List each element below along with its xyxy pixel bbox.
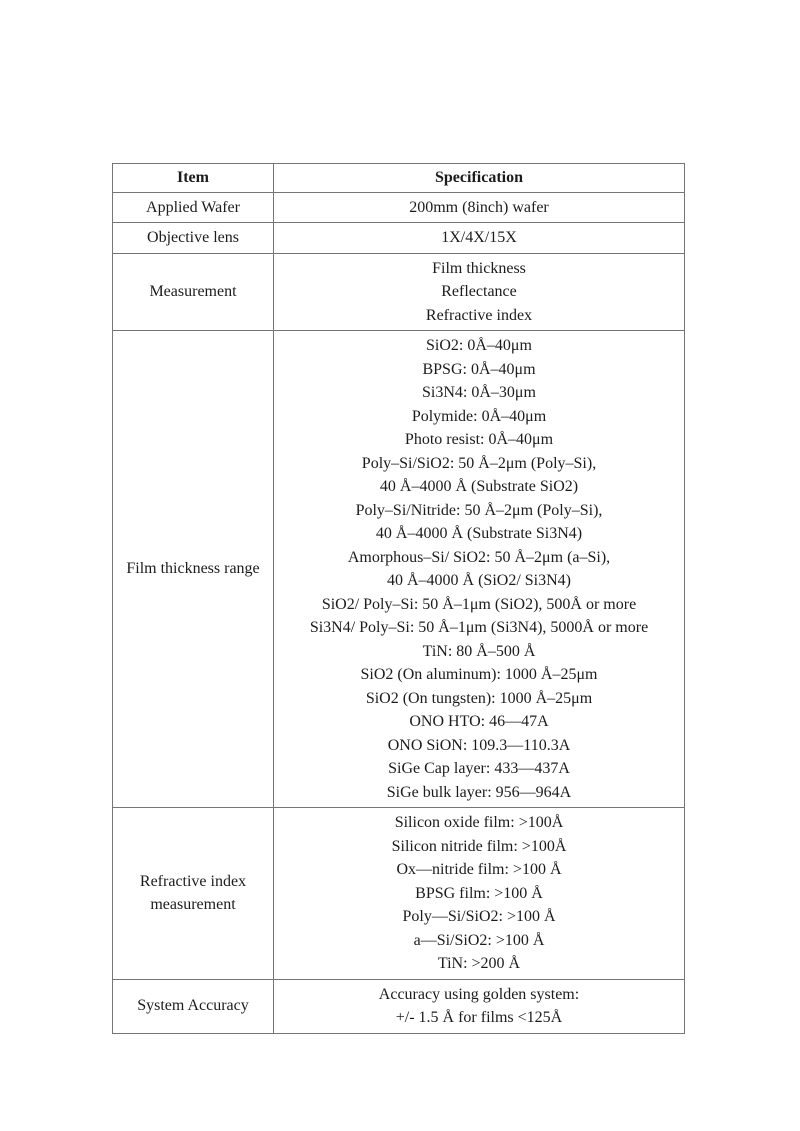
- spec-line: TiN: 80 Å–500 Å: [422, 642, 536, 660]
- spec-line: Accuracy using golden system:: [378, 985, 580, 1003]
- spec-line: 40 Å–4000 Å (Substrate SiO2): [379, 478, 579, 495]
- spec-line: Amorphous–Si/ SiO2: 50 Å–2μm (a–Si),: [347, 548, 611, 566]
- item-cell: Refractive index measurement: [113, 808, 274, 980]
- spec-line: TiN: >200 Å: [437, 955, 521, 972]
- spec-line: Si3N4: 0Å–30μm: [422, 384, 536, 401]
- spec-line: SiGe Cap layer: 433—437A: [388, 760, 570, 777]
- spec-cell: [274, 808, 685, 980]
- spec-line: 40 Å–4000 Å (SiO2/ Si3N4): [386, 572, 571, 589]
- spec-cell: [274, 979, 685, 1033]
- spec-line: SiO2 (On tungsten): 1000 Å–25μm: [365, 689, 593, 707]
- spec-line: 200mm (8inch) wafer: [409, 198, 549, 216]
- spec-line: SiO2 (On aluminum): 1000 Å–25μm: [360, 666, 598, 683]
- spec-line: Poly—Si/SiO2: >100 Å: [402, 908, 556, 925]
- table-row: [113, 253, 685, 331]
- spec-line: BPSG: 0Å–40μm: [422, 360, 536, 378]
- spec-line: SiO2/ Poly–Si: 50 Å–1μm (SiO2), 500Å or more: [321, 595, 637, 613]
- spec-line: +/- 1.5 Å for films <125Å: [395, 1009, 563, 1026]
- item-cell: Film thickness range: [113, 331, 274, 808]
- spec-line: Reflectance: [441, 283, 517, 300]
- spec-line: Silicon nitride film: >100Å: [391, 837, 567, 855]
- specification-table: [112, 163, 685, 1034]
- spec-line: Polymide: 0Å–40μm: [411, 407, 547, 425]
- spec-line: Ox—nitride film: >100 Å: [396, 861, 562, 878]
- table-row: [113, 192, 685, 223]
- table-row: [113, 223, 685, 254]
- item-cell: Measurement: [113, 253, 274, 331]
- spec-line: ONO HTO: 46—47A: [409, 713, 549, 730]
- header-row: [113, 164, 685, 193]
- spec-line: 1X/4X/15X: [441, 229, 517, 246]
- spec-line: ONO SiON: 109.3—110.3A: [387, 736, 571, 754]
- table-row: [113, 808, 685, 980]
- table-body: [113, 192, 685, 1033]
- spec-cell: [274, 223, 685, 254]
- spec-line: Photo resist: 0Å–40μm: [404, 431, 554, 448]
- spec-line: Poly–Si/SiO2: 50 Å–2μm (Poly–Si),: [361, 454, 597, 472]
- table-row: [113, 331, 685, 808]
- spec-line: Si3N4/ Poly–Si: 50 Å–1μm (Si3N4), 5000Å or more: [309, 619, 649, 636]
- item-cell: System Accuracy: [113, 979, 274, 1033]
- item-cell: Applied Wafer: [113, 192, 274, 223]
- item-cell: Objective lens: [113, 223, 274, 254]
- spec-line: BPSG film: >100 Å: [415, 884, 543, 902]
- header-specification: Specification: [274, 164, 685, 193]
- spec-line: Refractive index: [425, 306, 533, 324]
- spec-cell: [274, 253, 685, 331]
- spec-cell: [274, 331, 685, 808]
- spec-line: Silicon oxide film: >100Å: [394, 814, 564, 831]
- spec-line: a—Si/SiO2: >100 Å: [413, 931, 545, 949]
- spec-line: 40 Å–4000 Å (Substrate Si3N4): [375, 525, 583, 542]
- spec-line: Film thickness: [432, 259, 526, 277]
- spec-line: Poly–Si/Nitride: 50 Å–2μm (Poly–Si),: [355, 501, 603, 519]
- spec-line: SiGe bulk layer: 956—964A: [386, 783, 572, 801]
- header-item: Item: [113, 164, 274, 193]
- spec-line: SiO2: 0Å–40μm: [426, 337, 532, 354]
- spec-cell: [274, 192, 685, 223]
- table-row: [113, 979, 685, 1033]
